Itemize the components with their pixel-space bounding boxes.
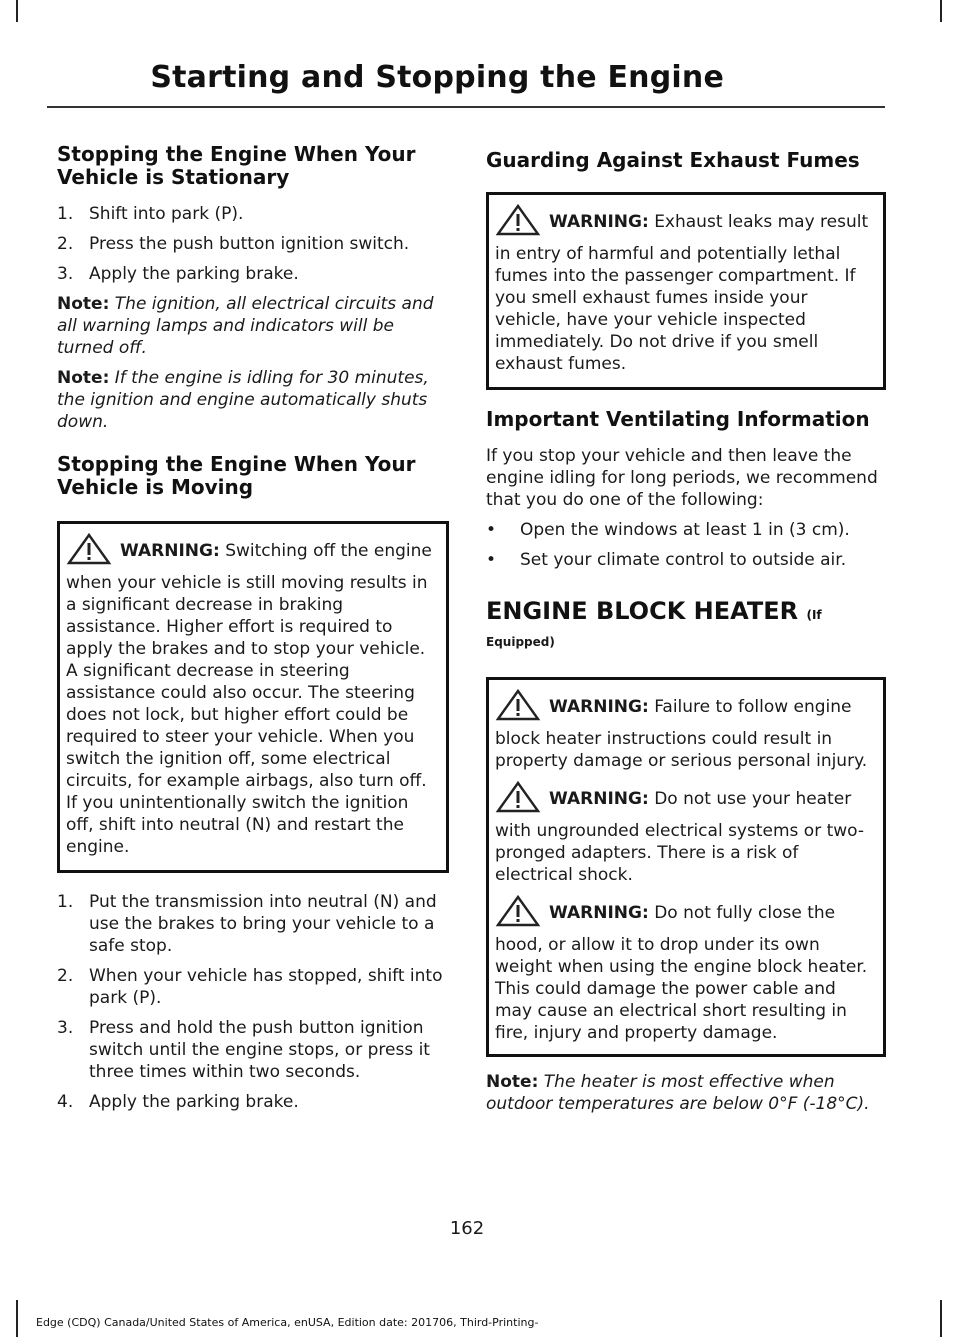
warning-item: WARNING: Do not fully close the hood, or allow it to drop under its own weight when using the engine block heater. This could damage the power cable and may cause an electrical short resulting in fire, injury and property damage.	[495, 902, 877, 1044]
crop-mark	[940, 1300, 942, 1337]
crop-mark	[16, 0, 18, 22]
warning-triangle-icon	[495, 788, 541, 820]
list-item: 3. Press and hold the push button ignition switch until the engine stops, or press it three times within two seconds.	[57, 1018, 430, 1082]
warning-triangle-icon	[495, 696, 541, 728]
note: Note: The ignition, all electrical circuits and all warning lamps and indicators will be turned off.	[57, 294, 434, 358]
crop-mark	[940, 0, 942, 22]
warning-triangle-icon	[66, 540, 112, 572]
note: Note: The heater is most effective when outdoor temperatures are below 0°F (-18°C).	[486, 1072, 870, 1114]
moving-steps	[57, 891, 449, 1113]
page-number: 162	[449, 1218, 485, 1239]
list-item: 2. Press the push button ignition switch.	[57, 234, 410, 254]
section-heading-stationary: Stopping the Engine When Your Vehicle is Stationary	[57, 142, 416, 189]
note: Note: If the engine is idling for 30 minutes, the ignition and engine automatically shuts down.	[57, 368, 429, 432]
list-item: 4. Apply the parking brake.	[57, 1092, 299, 1112]
section-heading-exhaust: Guarding Against Exhaust Fumes	[486, 148, 860, 172]
footer-text: Edge (CDQ) Canada/United States of America, enUSA, Edition date: 201706, Third-Printing-	[36, 1316, 539, 1329]
left-column	[57, 143, 449, 1121]
list-item: 3. Apply the parking brake.	[57, 264, 299, 284]
header-divider	[47, 106, 885, 108]
ventilating-paragraph: If you stop your vehicle and then leave the engine idling for long periods, we recommend that you do one of the following:	[486, 446, 878, 510]
list-item: 2. When your vehicle has stopped, shift into park (P).	[57, 966, 443, 1008]
warning-box: WARNING: Exhaust leaks may result in entry of harmful and potentially lethal fumes into the passenger compartment. If you smell exhaust fumes inside your vehicle, have your vehicle inspected immediately. Do not drive if you smell exhaust fumes.	[486, 192, 886, 390]
list-item: • Open the windows at least 1 in (3 cm).	[486, 520, 850, 540]
warning-item: WARNING: Do not use your heater with ungrounded electrical systems or two-pronged adapters. There is a risk of electrical shock.	[495, 788, 877, 886]
warning-triangle-icon	[495, 902, 541, 934]
section-heading-moving: Stopping the Engine When Your Vehicle is Moving	[57, 452, 416, 499]
section-heading-block-heater: ENGINE BLOCK HEATER (If	[486, 597, 822, 625]
stationary-steps	[57, 203, 449, 285]
list-item: 1. Shift into park (P).	[57, 204, 244, 224]
warning-item: WARNING: Failure to follow engine block heater instructions could result in property damage or serious personal injury.	[495, 696, 877, 772]
page-title: Starting and Stopping the Engine	[150, 60, 724, 95]
section-heading-suffix: Equipped)	[486, 635, 555, 649]
right-column	[486, 143, 886, 1115]
warning-box: WARNING: Switching off the engine when your vehicle is still moving results in a significant decrease in braking assistance. Higher effort is required to apply the brakes and to stop your vehicle. A significant decrease in steering assistance could also occur. The steering does not lock, but higher effort could be required to steer your vehicle. When you switch the ignition off, some electrical circuits, for example airbags, also turn off. If you unintentionally switch the ignition off, shift into neutral (N) and restart the engine.	[57, 521, 449, 873]
crop-mark	[16, 1300, 18, 1337]
warning-triangle-icon	[495, 211, 541, 243]
list-item: 1. Put the transmission into neutral (N) and use the brakes to bring your vehicle to a safe stop.	[57, 892, 437, 956]
warning-box	[486, 677, 886, 1057]
section-heading-ventilating: Important Ventilating Information	[486, 407, 870, 431]
list-item: • Set your climate control to outside air.	[486, 550, 847, 570]
ventilating-bullets	[486, 519, 886, 571]
